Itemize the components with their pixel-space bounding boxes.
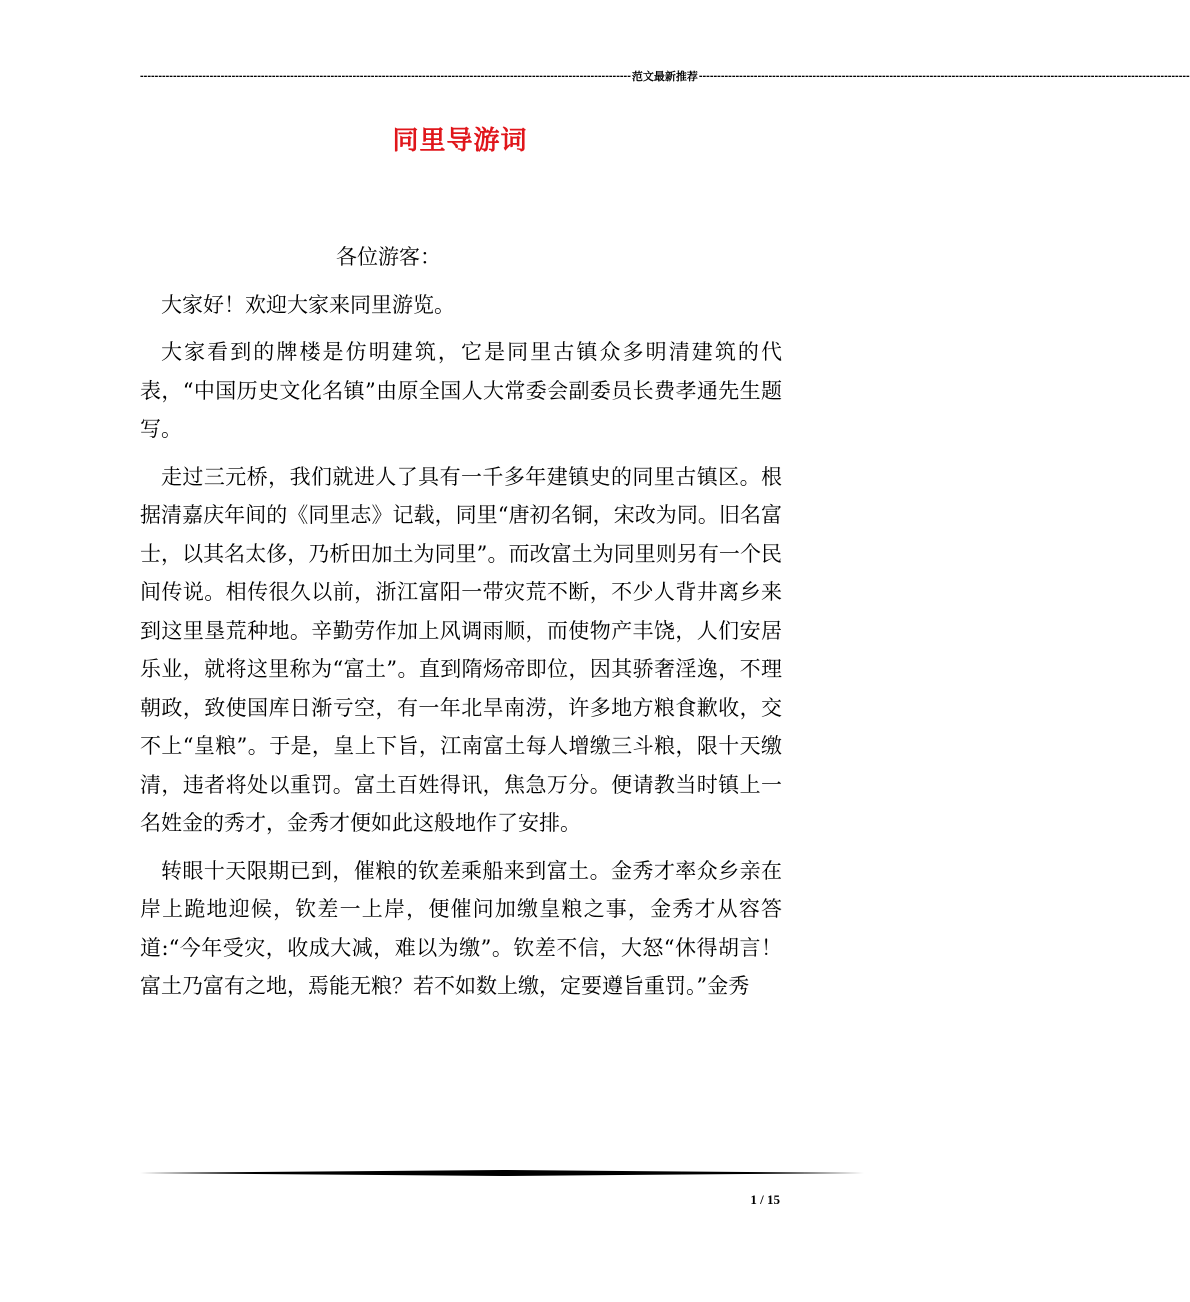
document-title: 同里导游词: [392, 126, 528, 156]
header-banner: [140, 68, 1190, 84]
paragraph: 大家看到的牌楼是仿明建筑，它是同里古镇众多明清建筑的代表，“中国历史文化名镇”由原全国人大常委会副委员长费孝通先生题写。: [140, 340, 782, 441]
header-label: 范文最新推荐: [631, 70, 698, 83]
paragraph: 转眼十天限期已到，催粮的钦差乘船来到富土。金秀才率众乡亲在岸上跪地迎候，钦差一上岸，便催问加缴皇粮之事，金秀才从容答道:“今年受灾，收成大减，难以为缴”。钦差不信，大怒“休得胡言！富土乃富有之地，焉能无粮？若不如数上缴，定要遵旨重罚。”金秀: [140, 858, 782, 998]
footer-rule: [140, 1170, 864, 1176]
paragraph: 走过三元桥，我们就进人了具有一千多年建镇史的同里古镇区。根据清嘉庆年间的《同里志》记载，同里“唐初名铜，宋改为同。旧名富士，以其名太侈，乃析田加土为同里”。而改富土为同里则另有一个民间传说。相传很久以前，浙江富阳一带灾荒不断，不少人背井离乡来到这里垦荒种地。辛勤劳作加上风调雨顺，而使物产丰饶，人们安居乐业，就将这里称为“富土”。直到隋炀帝即位，因其骄奢淫逸，不理朝政，致使国库日渐亏空，有一年北旱南涝，许多地方粮食歉收，交不上“皇粮”。于是，皇上下旨，江南富土每人增缴三斗粮，限十天缴清，违者将处以重罚。富土百姓得讯，焦急万分。便请教当时镇上一名姓金的秀才，金秀才便如此这般地作了安排。: [140, 464, 782, 835]
header-dashes-right: --------------------------------------------------------------------------------------------------------------------------------------: [698, 70, 1190, 82]
paragraph: 大家好！欢迎大家来同里游览。: [161, 292, 455, 317]
page-number: 1 / 15: [750, 1192, 780, 1207]
document-body: [140, 238, 782, 1015]
greeting: 各位游客：: [336, 245, 441, 269]
header-dashes-left: --------------------------------------------------------------------------------------------------------------------------------------: [140, 70, 631, 82]
